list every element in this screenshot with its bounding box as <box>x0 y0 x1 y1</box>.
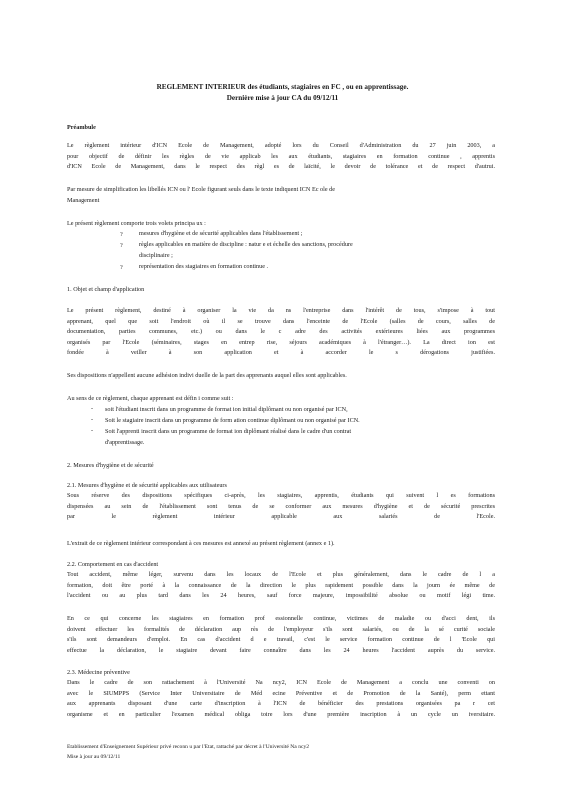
list-item: disciplinaire ; <box>139 252 173 259</box>
text-line: Sous réserve des dispositions spécifiques ci-après, les stagiaires, apprentis, étudiants qui suivent l es formations <box>67 492 495 499</box>
section-2-2-paragraph-2 <box>67 614 495 656</box>
text-line: Dans le cadre de son rattachement à l'Université Na ncy2, ICN Ecole de Management a conclu une conventi on <box>67 679 495 686</box>
preambule-paragraph-2 <box>67 185 495 206</box>
text-line: aux apprenants disposant d'une carte d'inscription à l'ICN de bénéficier des prestations organisées pa r cet <box>67 700 495 708</box>
section-1-paragraph-3: Au sens de ce règlement, chaque apprenant est défin i comme suit : <box>67 395 234 402</box>
text-line: formation, doit être porté à la connaissance de la direction le plus rapidement possible dans la journ ée même de <box>67 581 495 589</box>
question-mark-bullet: ? <box>120 264 123 271</box>
list-item: soit l'étudiant inscrit dans un programme de format ion initial diplômant ou non organisé par ICN, <box>105 406 348 413</box>
document-update-date: Dernière mise à jour CA du 09/12/11 <box>226 94 339 102</box>
text-line: Tout accident, même léger, survenu dans les locaux de l'Ecole et plus généralement, dans le cadre de l a <box>67 571 495 578</box>
text-line: organisés par l'Ecole (séminaires, stages en entrep rise, séjours académiques à l'étranger…). La direct ion est <box>67 338 495 346</box>
text-line: effectue la déclaration, le stagiaire devant faire connaître dans les 24 heures l'accident auprès du service. <box>67 646 495 654</box>
section-1-paragraph-1 <box>67 306 495 359</box>
text-line: avec le SIUMPPS (Service Inter Universitaire de Méd ecine Préventive et de Promotion de la Santé), perm ettant <box>67 689 495 697</box>
list-item: d'apprentissage. <box>105 439 145 446</box>
text-line: fondée à veiller à son application et à accorder le s dérogations justifiées. <box>67 349 495 357</box>
list-item: règles applicables en matière de discipline : natur e et échelle des sanctions, procédure <box>139 241 353 248</box>
text-line: pour objectif de définir les règles de vie applicab les aux étudiants, stagiaires en formation continue , apprentis <box>67 152 495 160</box>
text-line: documentation, parties communes, etc.) ou dans le c adre des activités extérieures liées aux programmes <box>67 328 495 336</box>
text-line: En ce qui concerne les stagiaires en formation prof essionnelle continue, victimes de maladie ou d'acci dent, ils <box>67 615 495 622</box>
text-line: l'accident ou au plus tard dans les 24 heures, sauf force majeure, impossibilité absolue ou motif légi time. <box>67 592 495 600</box>
footer-institution: Etablissement d'Enseignement Supérieur privé reconn u par l'Etat, rattaché par décret à l'Université Na ncy2 <box>67 744 310 750</box>
question-mark-bullet: ? <box>120 242 123 249</box>
section-2-3-paragraph <box>67 678 495 720</box>
text-line: Par mesure de simplification les libellés ICN ou l' Ecole figurant seuls dans le texte indiquent ICN Ec ole de <box>67 186 335 193</box>
dash-bullet: - <box>91 405 94 412</box>
section-2-1-annex-note: L'extrait de ce règlement intérieur correspondant à ces mesures est annexé au présent règlement (annex e 1). <box>67 540 335 547</box>
section-2-1-title: 2.1. Mesures d'hygiène et de sécurité applicables aux utilisateurs <box>67 482 227 489</box>
list-item: Soit l'apprenti inscrit dans un programme de format ion diplômant réalisé dans le cadre d'un contrat <box>105 428 352 435</box>
text-line: Le règlement intérieur d'ICN Ecole de Management, adopté lors du Conseil d'Administration du 27 juin 2003, a <box>67 142 495 149</box>
list-item: représentation des stagiaires en formation continue . <box>139 263 269 270</box>
question-mark-bullet: ? <box>120 231 123 238</box>
dash-bullet: - <box>91 427 94 434</box>
section-2-2-title: 2.2. Comportement en cas d'accident <box>67 561 159 568</box>
preambule-paragraph-3: Le présent règlement comporte trois volets principa ux : <box>67 220 206 227</box>
preambule-heading: Préambule <box>67 124 96 131</box>
list-item: mesures d'hygiène et de sécurité applicables dans l'établissement ; <box>139 230 303 237</box>
text-line: Le présent règlement, destiné à organiser la vie da ns l'entreprise dans l'intérêt de tous, s'impose à tout <box>67 307 495 314</box>
text-line: par le règlement intérieur applicable aux salariés de l'Ecole. <box>67 513 495 521</box>
list-item: Soit le stagiaire inscrit dans un programme de form ation continue diplômant ou non organisé par ICN. <box>105 417 360 424</box>
preambule-paragraph-1 <box>67 141 495 173</box>
section-1-paragraph-2: Ses dispositions n'appellent aucune adhésion indivi duelle de la part des apprenants auquel elles sont applicables. <box>67 372 347 379</box>
section-2-heading: 2. Mesures d'hygiène et de sécurité <box>67 462 154 469</box>
document-title: REGLEMENT INTERIEUR des étudiants, stagiaires en FC , ou en apprentissage. <box>156 83 409 91</box>
text-line: s'ils sont demandeurs d'emploi. En cas d'accident d e travail, c'est le service formation continue de l 'Ecole qui <box>67 636 495 644</box>
text-line: organisme et en particulier l'examen médical obliga toire lors d'une première inscription à un cycle un iversitaire. <box>67 710 495 718</box>
section-2-1-paragraph <box>67 491 495 523</box>
section-1-heading: 1. Objet et champ d'application <box>67 286 145 293</box>
text-line: apprenant, quel que soit l'endroit où il se trouve dans l'enceinte de l'Ecole (salles de cours, salles de <box>67 317 495 325</box>
text-line: d'ICN Ecole de Management, dans le respect des règl es de laïcité, le devoir de tolérance et de respect d'autrui. <box>67 163 495 171</box>
dash-bullet: - <box>91 416 94 423</box>
section-2-3-title: 2.3. Médecine préventive <box>67 669 130 676</box>
text-line: dispensées au sein de l'établissement sont tenus de se conformer aux mesures d'hygiène et de sécurité prescrites <box>67 502 495 510</box>
footer-update-date: Mise à jour au 09/12/11 <box>67 754 121 760</box>
text-line: doivent effectuer les formalités de déclaration aup rès de l'employeur s'ils sont salariés, ou de la sé curité sociale <box>67 625 495 633</box>
text-line: Management <box>67 196 100 204</box>
section-2-2-paragraph-1 <box>67 570 495 602</box>
